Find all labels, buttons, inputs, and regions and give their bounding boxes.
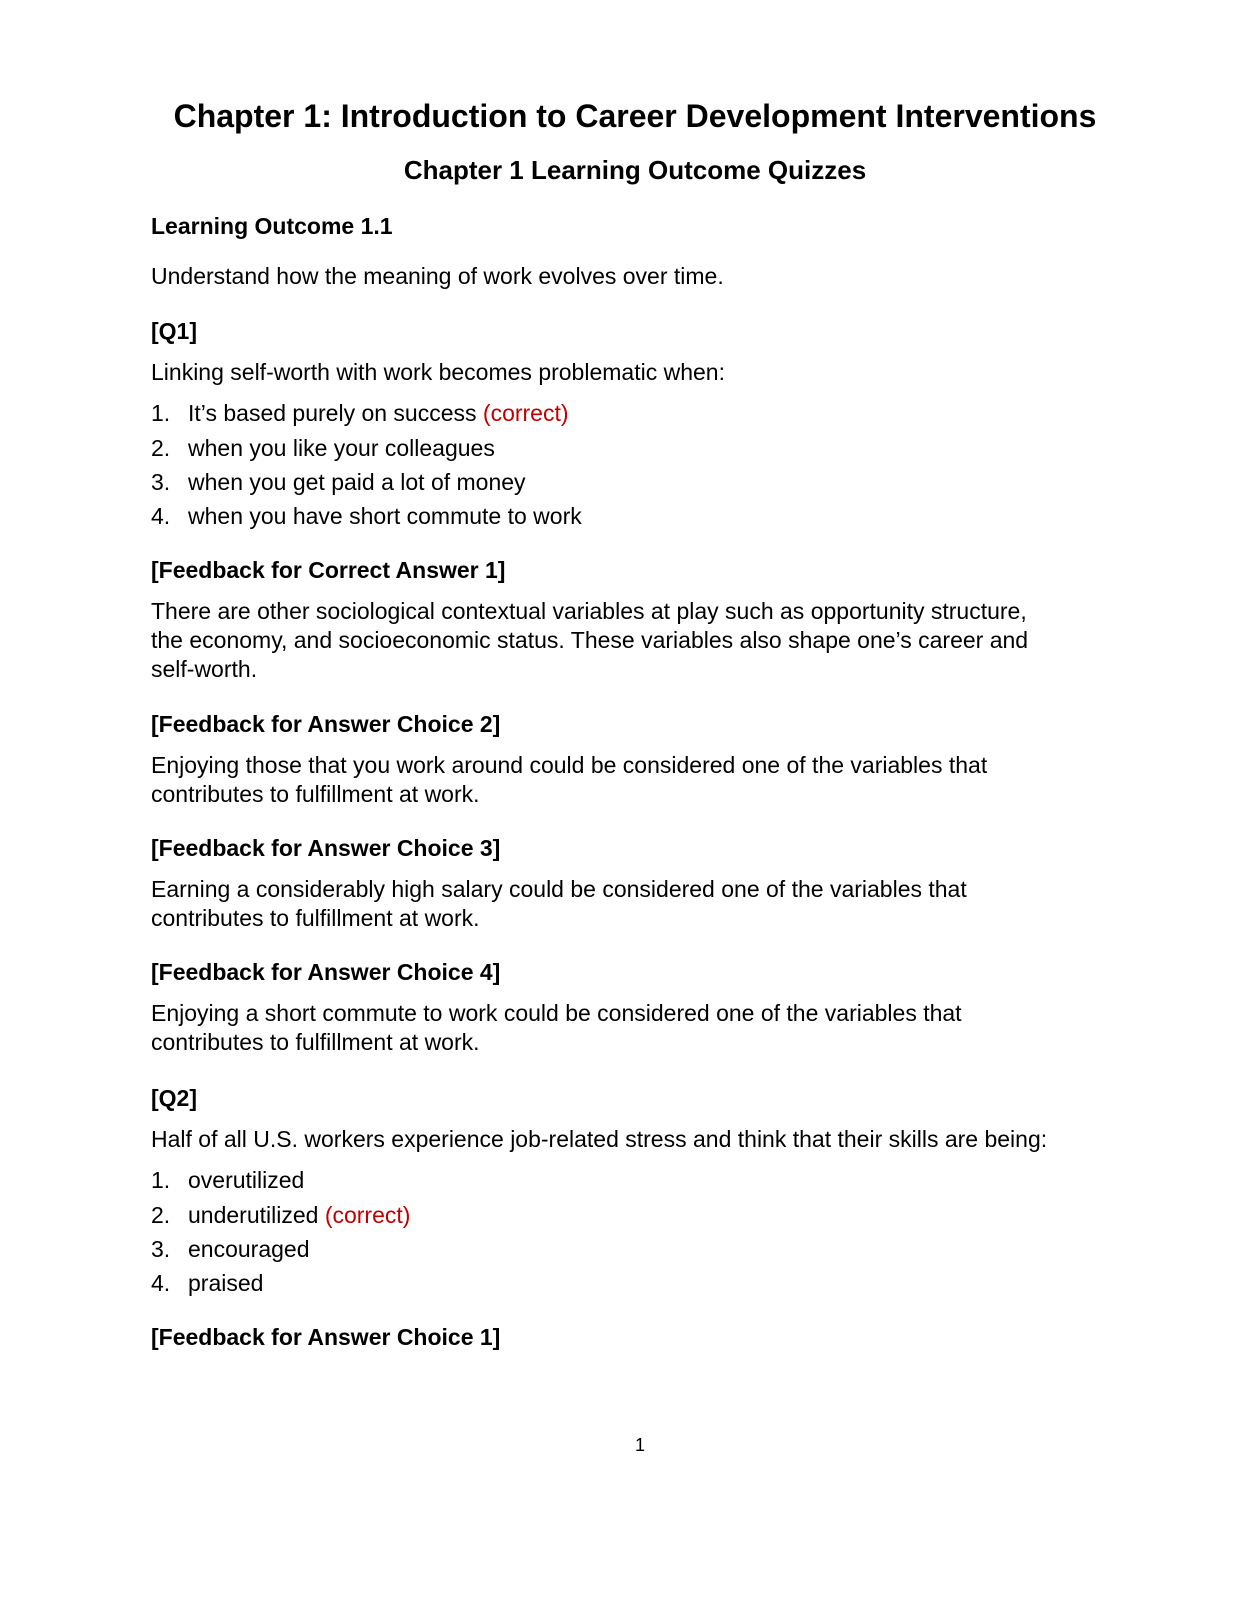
option-text: underutilized: [188, 1202, 319, 1228]
q2-option-1: [151, 1167, 304, 1194]
option-number: 1.: [151, 400, 171, 426]
q1-feedback-3-heading: [Feedback for Answer Choice 3]: [151, 835, 501, 861]
q2-question: Half of all U.S. workers experience job-related stress and think that their skills are being:: [151, 1126, 1048, 1152]
learning-outcome-description: Understand how the meaning of work evolves over time.: [151, 263, 724, 289]
document-subtitle: Chapter 1 Learning Outcome Quizzes: [403, 155, 867, 185]
q1-feedback-1-heading: [Feedback for Correct Answer 1]: [151, 557, 506, 583]
q1-feedback-3-line-2: contributes to fulfillment at work.: [151, 905, 480, 931]
q1-label: [Q1]: [151, 318, 197, 344]
page-number: 1: [634, 1435, 645, 1455]
document-title: Chapter 1: Introduction to Career Development Interventions: [173, 98, 1097, 134]
option-number: 4.: [151, 503, 171, 529]
q1-feedback-2-line-2: contributes to fulfillment at work.: [151, 781, 480, 807]
q1-feedback-1-line-1: There are other sociological contextual variables at play such as opportunity structure,: [151, 598, 1027, 624]
option-number: 4.: [151, 1270, 171, 1296]
option-number: 1.: [151, 1167, 171, 1193]
q1-feedback-1-line-2: the economy, and socioeconomic status. These variables also shape one’s career and: [151, 627, 1029, 653]
option-text: It’s based purely on success: [188, 400, 477, 426]
q2-feedback-1-heading: [Feedback for Answer Choice 1]: [151, 1324, 501, 1350]
option-number: 3.: [151, 469, 171, 495]
option-text: overutilized: [188, 1167, 305, 1193]
q1-option-4: [151, 503, 582, 530]
q1-feedback-1-line-3: self-worth.: [151, 656, 258, 682]
q1-feedback-4-line-1: Enjoying a short commute to work could be considered one of the variables that: [151, 1000, 962, 1026]
option-number: 2.: [151, 1202, 171, 1228]
option-text: when you like your colleagues: [188, 435, 495, 461]
q1-feedback-2-heading: [Feedback for Answer Choice 2]: [151, 711, 501, 737]
q1-question: Linking self-worth with work becomes problematic when:: [151, 359, 725, 385]
option-number: 3.: [151, 1236, 171, 1262]
q1-option-3: [151, 469, 526, 496]
q1-feedback-4-line-2: contributes to fulfillment at work.: [151, 1029, 480, 1055]
q1-option-1: [151, 400, 569, 427]
q1-feedback-3-line-1: Earning a considerably high salary could be considered one of the variables that: [151, 876, 967, 902]
option-text: praised: [188, 1270, 264, 1296]
learning-outcome-heading: Learning Outcome 1.1: [151, 213, 393, 239]
q1-feedback-2-line-1: Enjoying those that you work around could be considered one of the variables that: [151, 752, 988, 778]
option-text: when you get paid a lot of money: [188, 469, 526, 495]
q2-option-3: [151, 1236, 310, 1263]
q2-option-4: [151, 1270, 263, 1297]
q1-option-2: [151, 435, 495, 462]
q1-feedback-4-heading: [Feedback for Answer Choice 4]: [151, 959, 501, 985]
q2-option-2: [151, 1202, 410, 1229]
option-number: 2.: [151, 435, 171, 461]
q2-label: [Q2]: [151, 1085, 197, 1111]
correct-marker: (correct): [482, 400, 569, 426]
option-text: when you have short commute to work: [188, 503, 582, 529]
option-text: encouraged: [188, 1236, 310, 1262]
correct-marker: (correct): [324, 1202, 411, 1228]
